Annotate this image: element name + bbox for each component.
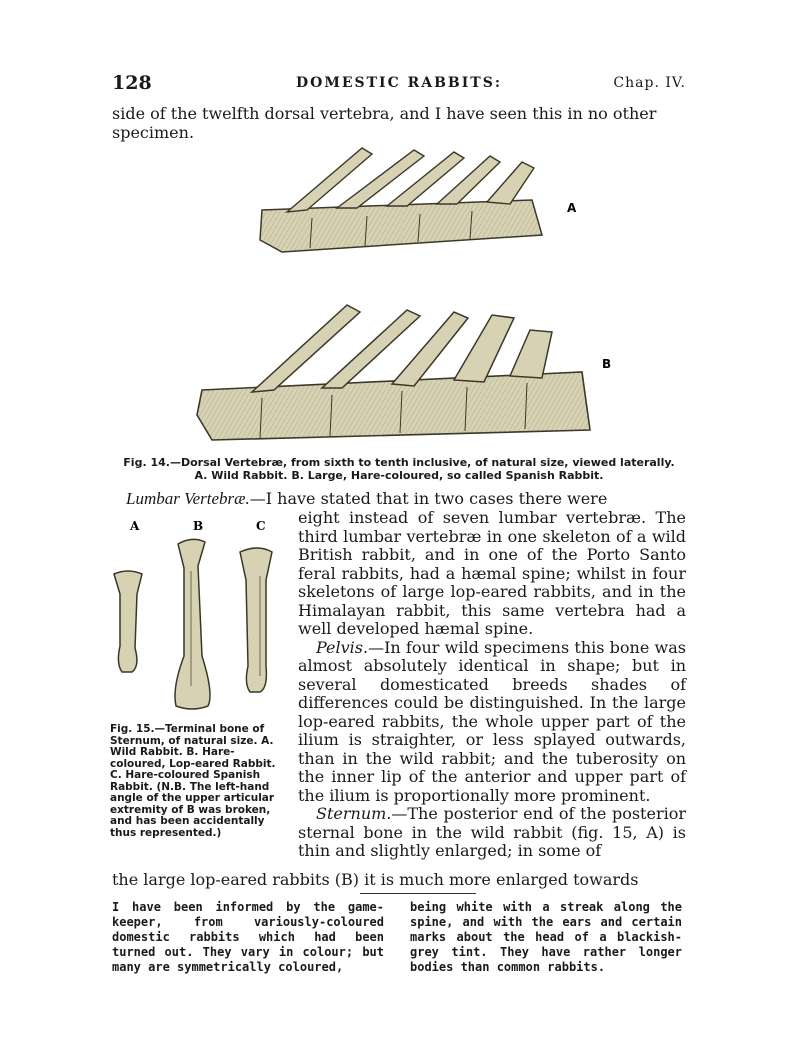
figure-14-illustration <box>192 140 622 460</box>
running-header <box>112 72 686 100</box>
vertebrae-a-drawing <box>260 148 542 252</box>
pelvis-paragraph <box>298 639 686 806</box>
figure-15-label-a: A <box>130 519 140 533</box>
running-title: DOMESTIC RABBITS: <box>295 75 502 91</box>
figure-14-label-a: A <box>567 201 577 215</box>
lumbar-heading: Lumbar Vertebræ. <box>126 489 250 508</box>
sternum-continuation: the large lop-eared rabbits (B) it is much more enlarged towards <box>112 870 639 889</box>
vertebrae-b-drawing <box>197 305 590 440</box>
pelvis-text: —In four wild specimens this bone was almost absolutely identical in shape; but in several domesticated breeds shades of differences could be distinguished. In the large lop-eared rabbits, the whole upper part of the ilium is straighter, or less splayed outwards, than in the wild rabbit; and the tuberosity on the inner lip of the anterior and upper part of the ilium is proportionally more prominent. <box>298 637 686 805</box>
lumbar-lead: —I have stated that in two cases there were <box>249 489 608 508</box>
figure-14-label-b: B <box>602 357 612 371</box>
footnote-left-column: I have been informed by the game-keeper, from variously-coloured domestic rabbits which had been turned out. They vary in colour; but many are symmetrically coloured, <box>112 900 384 974</box>
figure-14-caption: Fig. 14.—Dorsal Vertebræ, from sixth to tenth inclusive, of natural size, viewed laterally. A. Wild Rabbit. B. Large, Hare-coloured, so called Spanish Rabbit. <box>123 456 675 482</box>
sternum-bone-c <box>240 548 272 692</box>
right-text-column <box>298 509 686 861</box>
sternum-bone-b <box>175 539 210 709</box>
intro-paragraph: side of the twelfth dorsal vertebra, and I have seen this in no other specimen. <box>112 104 657 142</box>
figure-15-caption: Fig. 15.—Terminal bone of Sternum, of natural size. A. Wild Rabbit. B. Hare-coloured, Lop-eared Rabbit. C. Hare-coloured Spanish Rabbit. (N.B. The left-hand angle of the upper articular extremity of B was broken, and has been accidentally thus represented.) <box>110 723 276 839</box>
sternum-bone-a <box>114 571 142 672</box>
lumbar-paragraph: eight instead of seven lumbar vertebræ. The third lumbar vertebræ in one skeleton of a wild British rabbit, and in one of the Porto Santo feral rabbits, had a hæmal spine; whilst in four skeletons of large lop-eared rabbits, and in the Himalayan rabbit, this same vertebra had a well developed hæmal spine. <box>298 508 686 638</box>
sternum-text: —The posterior end of the posterior sternal bone in the wild rabbit (fig. 15, A) is thin and slightly enlarged; in some of <box>298 804 686 860</box>
figure-15-illustration <box>110 516 290 721</box>
page-number: 128 <box>112 72 152 94</box>
pelvis-heading: Pelvis. <box>316 637 369 657</box>
chapter-label: Chap. IV. <box>613 75 686 91</box>
figure-15-label-c: C <box>256 519 266 533</box>
figure-15-label-b: B <box>193 519 204 533</box>
sternum-paragraph <box>298 805 686 861</box>
sternum-heading: Sternum. <box>316 804 392 823</box>
lumbar-heading-line <box>126 490 686 508</box>
footnote-right-column: being white with a streak along the spine, and with the ears and certain marks about the head of a blackish-grey tint. They have rather longer bodies than common rabbits. <box>410 900 682 974</box>
footnote-rule <box>360 893 476 894</box>
